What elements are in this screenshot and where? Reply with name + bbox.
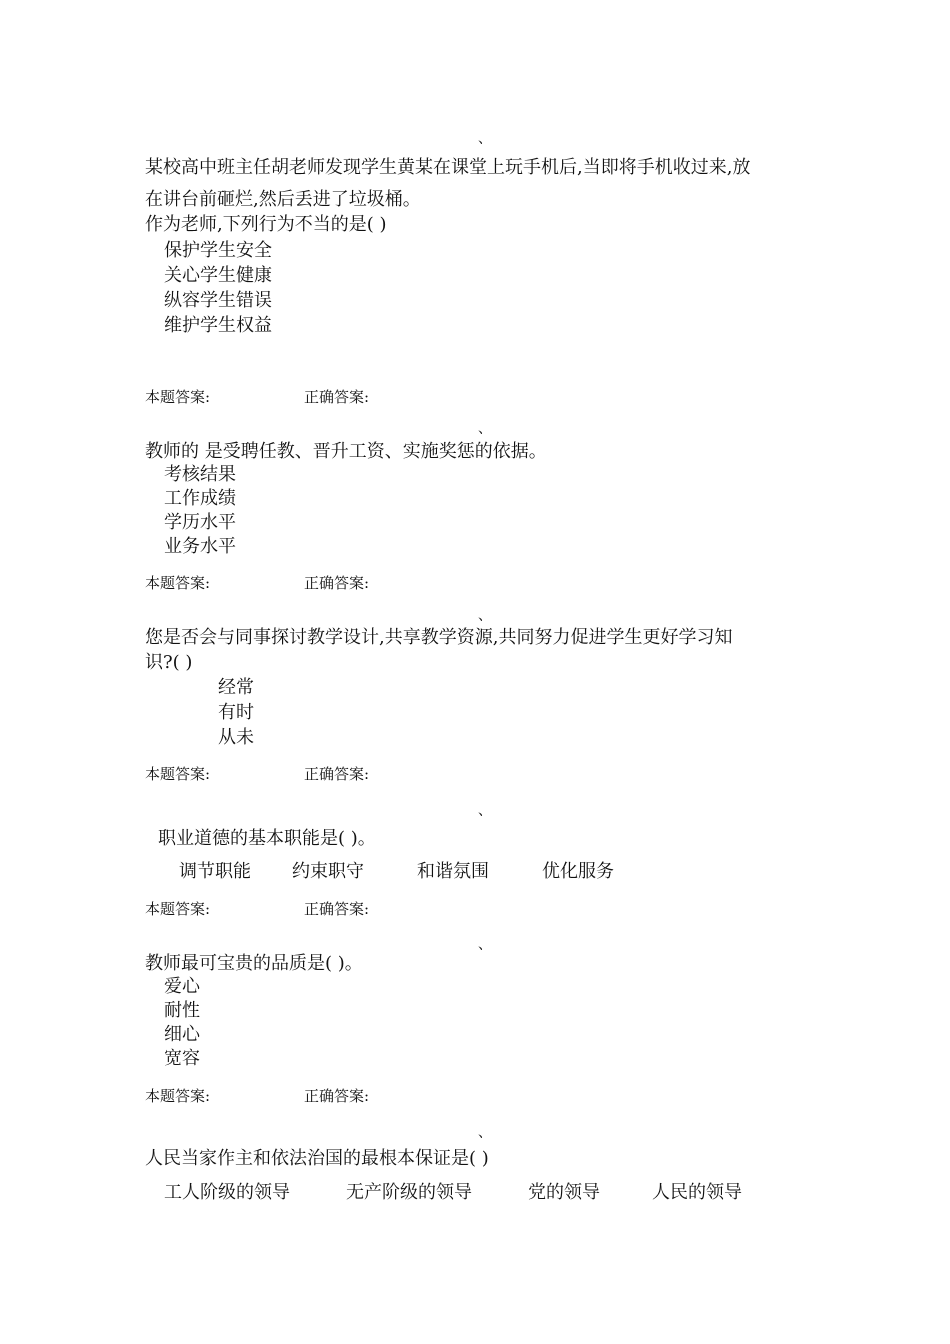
question-1-my-answer-label: 本题答案: (145, 388, 211, 406)
question-5-correct-answer-label: 正确答案: (304, 1087, 370, 1105)
question-2-option-4[interactable]: 业务水平 (164, 536, 236, 557)
question-2-option-2[interactable]: 工作成绩 (164, 488, 236, 509)
question-1-option-1[interactable]: 保护学生安全 (164, 240, 272, 261)
question-5-my-answer-label: 本题答案: (145, 1087, 211, 1105)
question-5-option-3[interactable]: 细心 (164, 1024, 200, 1045)
question-3-option-3[interactable]: 从未 (218, 727, 254, 748)
separator-mark: 、 (478, 131, 492, 147)
question-1-option-4[interactable]: 维护学生权益 (164, 315, 272, 336)
question-6-line-1: 人民当家作主和依法治国的最根本保证是( ) (145, 1148, 489, 1169)
question-3-option-2[interactable]: 有时 (218, 702, 254, 723)
question-6-option-2[interactable]: 无产阶级的领导 (346, 1182, 472, 1203)
question-5-option-1[interactable]: 爱心 (164, 976, 200, 997)
question-6-option-1[interactable]: 工人阶级的领导 (164, 1182, 290, 1203)
question-4-option-3[interactable]: 和谐氛围 (417, 861, 489, 882)
question-5-line-1: 教师最可宝贵的品质是( )。 (145, 953, 363, 974)
question-3-line-1: 您是否会与同事探讨教学设计,共享教学资源,共同努力促进学生更好学习知 (145, 627, 733, 648)
question-5-option-2[interactable]: 耐性 (164, 1000, 200, 1021)
question-4-option-2[interactable]: 约束职守 (292, 861, 364, 882)
question-4-line-1: 职业道德的基本职能是( )。 (158, 828, 376, 849)
question-2-line-1: 教师的 是受聘任教、晋升工资、实施奖惩的依据。 (145, 441, 547, 462)
separator-mark: 、 (478, 421, 492, 437)
question-4-option-1[interactable]: 调节职能 (179, 861, 251, 882)
question-3-correct-answer-label: 正确答案: (304, 765, 370, 783)
separator-mark: 、 (478, 803, 492, 819)
separator-mark: 、 (478, 1125, 492, 1141)
question-2-correct-answer-label: 正确答案: (304, 574, 370, 592)
question-3-line-2: 识?( ) (145, 652, 193, 673)
separator-mark: 、 (478, 937, 492, 953)
question-5-option-4[interactable]: 宽容 (164, 1048, 200, 1069)
question-1-line-2: 在讲台前砸烂,然后丢进了垃圾桶。 (145, 189, 421, 210)
question-2-option-1[interactable]: 考核结果 (164, 464, 236, 485)
question-1-option-2[interactable]: 关心学生健康 (164, 265, 272, 286)
question-2-option-3[interactable]: 学历水平 (164, 512, 236, 533)
question-6-option-3[interactable]: 党的领导 (528, 1182, 600, 1203)
question-1-line-3: 作为老师,下列行为不当的是( ) (145, 214, 387, 235)
separator-mark: 、 (478, 608, 492, 624)
question-4-option-4[interactable]: 优化服务 (542, 861, 614, 882)
question-4-correct-answer-label: 正确答案: (304, 900, 370, 918)
question-6-option-4[interactable]: 人民的领导 (652, 1182, 742, 1203)
question-3-option-1[interactable]: 经常 (218, 677, 254, 698)
question-4-my-answer-label: 本题答案: (145, 900, 211, 918)
question-1-line-1: 某校高中班主任胡老师发现学生黄某在课堂上玩手机后,当即将手机收过来,放 (145, 157, 751, 178)
question-2-my-answer-label: 本题答案: (145, 574, 211, 592)
question-1-correct-answer-label: 正确答案: (304, 388, 370, 406)
question-3-my-answer-label: 本题答案: (145, 765, 211, 783)
question-1-option-3[interactable]: 纵容学生错误 (164, 290, 272, 311)
